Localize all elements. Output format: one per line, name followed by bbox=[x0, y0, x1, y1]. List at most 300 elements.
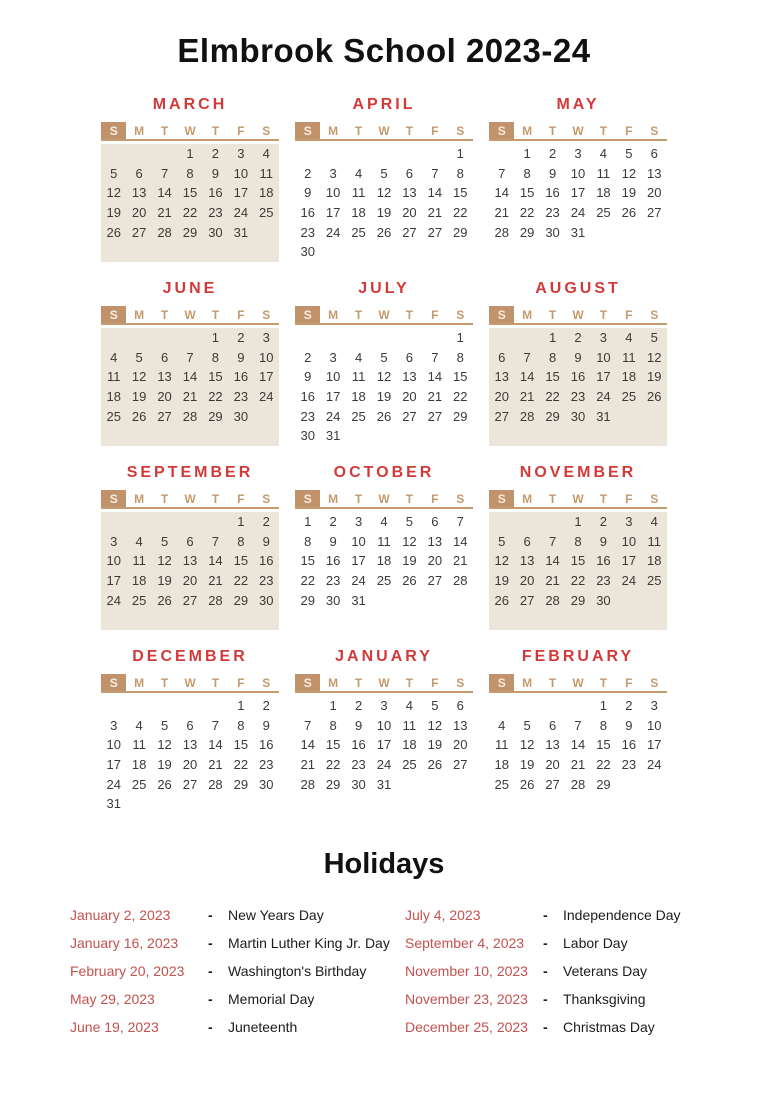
date-cell: 23 bbox=[208, 205, 223, 221]
date-cell: 19 bbox=[427, 737, 443, 753]
date-cell: 9 bbox=[304, 369, 312, 385]
month-december bbox=[101, 648, 279, 814]
empty-cell bbox=[320, 242, 345, 262]
date-cell: 25 bbox=[106, 408, 121, 424]
empty-cell bbox=[642, 242, 667, 262]
date-cell: 9 bbox=[329, 533, 337, 549]
date-cell: 1 bbox=[211, 330, 220, 346]
empty-cell bbox=[489, 794, 514, 814]
date-cell: 8 bbox=[574, 533, 582, 549]
date-cell: 15 bbox=[208, 369, 223, 385]
holiday-date: January 2, 2023 bbox=[70, 907, 171, 923]
date-cell: 18 bbox=[596, 185, 611, 201]
empty-cell bbox=[203, 512, 228, 532]
day-header-row bbox=[295, 674, 473, 693]
date-cell: 5 bbox=[650, 330, 658, 346]
empty-cell bbox=[228, 426, 253, 446]
day-header-cell: T bbox=[354, 123, 363, 138]
day-header-cell: T bbox=[405, 675, 414, 690]
empty-cell bbox=[228, 610, 253, 630]
date-cell: 13 bbox=[402, 369, 417, 385]
date-cell: 29 bbox=[596, 776, 611, 792]
date-cell: 16 bbox=[300, 389, 315, 405]
date-cell: 5 bbox=[160, 533, 169, 549]
date-cell: 30 bbox=[325, 592, 341, 608]
day-header-row bbox=[295, 490, 473, 509]
date-cell: 31 bbox=[376, 776, 392, 792]
date-cell: 21 bbox=[519, 389, 535, 405]
date-cell: 21 bbox=[208, 573, 223, 589]
date-cell: 18 bbox=[351, 205, 366, 221]
day-header-cell: T bbox=[548, 307, 557, 322]
date-cell: 31 bbox=[233, 224, 249, 240]
date-cell: 27 bbox=[545, 776, 560, 792]
date-cell: 1 bbox=[186, 146, 194, 162]
date-cell: 15 bbox=[453, 369, 468, 385]
date-cell: 1 bbox=[237, 698, 245, 714]
holiday-separator: - bbox=[208, 963, 213, 979]
date-cell: 1 bbox=[304, 514, 312, 530]
date-cell: 29 bbox=[570, 592, 586, 608]
date-cell: 19 bbox=[519, 757, 535, 773]
empty-cell bbox=[295, 144, 320, 164]
day-header-cell: S bbox=[456, 675, 465, 690]
empty-cell bbox=[295, 328, 320, 348]
date-cell: 12 bbox=[519, 737, 535, 753]
date-cell: 3 bbox=[262, 330, 270, 346]
date-cell: 21 bbox=[157, 205, 172, 221]
date-cell: 28 bbox=[208, 776, 223, 792]
date-cell: 14 bbox=[208, 553, 223, 569]
empty-cell bbox=[642, 222, 667, 242]
date-cell: 14 bbox=[208, 737, 223, 753]
date-cell: 23 bbox=[233, 389, 249, 405]
holiday-separator: - bbox=[208, 991, 213, 1007]
empty-cell bbox=[616, 610, 641, 630]
day-header-cell: S bbox=[262, 123, 271, 138]
date-cell: 26 bbox=[157, 776, 172, 792]
date-cell: 29 bbox=[300, 592, 315, 608]
date-cell: 10 bbox=[106, 553, 121, 569]
date-cell: 14 bbox=[570, 737, 586, 753]
day-header-cell: T bbox=[599, 123, 608, 138]
date-cell: 28 bbox=[570, 776, 586, 792]
empty-cell bbox=[346, 328, 371, 348]
date-cell: 1 bbox=[456, 330, 464, 346]
dates-grid bbox=[489, 512, 667, 630]
holidays-list bbox=[70, 901, 745, 1041]
date-cell: 26 bbox=[402, 573, 417, 589]
date-cell: 26 bbox=[106, 224, 121, 240]
empty-cell bbox=[101, 328, 126, 348]
date-cell: 23 bbox=[570, 389, 586, 405]
date-cell: 30 bbox=[351, 776, 366, 792]
day-header-cell: T bbox=[354, 307, 363, 322]
day-header-cell: M bbox=[134, 123, 145, 138]
empty-cell bbox=[489, 512, 514, 532]
date-cell: 21 bbox=[494, 205, 509, 221]
empty-cell bbox=[489, 144, 514, 164]
date-cell: 11 bbox=[377, 533, 391, 549]
date-cell: 26 bbox=[519, 776, 535, 792]
calendar-page bbox=[0, 32, 768, 1041]
month-title: JANUARY bbox=[335, 648, 433, 665]
empty-cell bbox=[489, 328, 514, 348]
date-cell: 20 bbox=[182, 573, 198, 589]
holiday-date: January 16, 2023 bbox=[70, 935, 179, 951]
date-cell: 19 bbox=[494, 573, 509, 589]
date-cell: 8 bbox=[456, 165, 464, 181]
day-header-cell: F bbox=[625, 491, 633, 506]
date-cell: 28 bbox=[300, 776, 315, 792]
empty-cell bbox=[177, 426, 202, 446]
date-cell: 2 bbox=[211, 146, 220, 162]
date-cell: 15 bbox=[325, 737, 341, 753]
empty-cell bbox=[254, 222, 279, 242]
day-header-cell: S bbox=[650, 675, 659, 690]
empty-cell bbox=[152, 242, 177, 262]
date-cell: 24 bbox=[647, 757, 662, 773]
date-cell: 23 bbox=[259, 757, 274, 773]
holiday-name: Memorial Day bbox=[228, 991, 315, 1007]
month-title: AUGUST bbox=[535, 280, 621, 297]
date-cell: 25 bbox=[376, 573, 392, 589]
date-cell: 3 bbox=[329, 349, 337, 365]
empty-cell bbox=[152, 426, 177, 446]
day-header-cell: S bbox=[650, 123, 659, 138]
empty-cell bbox=[642, 774, 667, 794]
empty-cell bbox=[565, 794, 590, 814]
empty-cell bbox=[565, 696, 590, 716]
empty-cell bbox=[514, 794, 539, 814]
day-header-cell: F bbox=[237, 307, 245, 322]
empty-cell bbox=[371, 590, 396, 610]
holidays-column-right bbox=[405, 901, 745, 1041]
date-cell: 2 bbox=[354, 698, 363, 714]
date-cell: 13 bbox=[131, 185, 147, 201]
date-cell: 8 bbox=[304, 533, 312, 549]
date-cell: 12 bbox=[131, 369, 147, 385]
date-cell: 18 bbox=[376, 553, 392, 569]
empty-cell bbox=[152, 610, 177, 630]
day-header-cell: T bbox=[160, 491, 169, 506]
date-cell: 24 bbox=[325, 224, 341, 240]
empty-cell bbox=[203, 696, 228, 716]
month-march bbox=[101, 96, 279, 262]
date-cell: 20 bbox=[157, 389, 172, 405]
date-cell: 4 bbox=[135, 717, 143, 733]
empty-cell bbox=[565, 610, 590, 630]
date-cell: 3 bbox=[237, 146, 245, 162]
day-header-cell: T bbox=[160, 123, 169, 138]
holiday-row bbox=[405, 985, 745, 1013]
empty-cell bbox=[422, 794, 447, 814]
date-cell: 5 bbox=[405, 514, 414, 530]
day-header-cell: M bbox=[134, 491, 145, 506]
day-header-cell: M bbox=[328, 123, 339, 138]
date-cell: 4 bbox=[354, 349, 363, 365]
date-cell: 29 bbox=[325, 776, 341, 792]
date-cell: 13 bbox=[494, 369, 509, 385]
date-cell: 29 bbox=[233, 776, 249, 792]
day-header-sunday: S bbox=[489, 306, 514, 323]
day-header-sunday: S bbox=[101, 674, 126, 691]
date-cell: 7 bbox=[456, 514, 464, 530]
holiday-name: Martin Luther King Jr. Day bbox=[228, 935, 390, 951]
date-cell: 11 bbox=[351, 369, 366, 385]
holiday-row bbox=[70, 957, 405, 985]
date-cell: 4 bbox=[650, 514, 658, 530]
date-cell: 6 bbox=[431, 514, 439, 530]
empty-cell bbox=[254, 610, 279, 630]
date-cell: 30 bbox=[300, 428, 315, 444]
day-header-row bbox=[489, 674, 667, 693]
month-title: MAY bbox=[556, 96, 600, 113]
empty-cell bbox=[203, 794, 228, 814]
date-cell: 12 bbox=[402, 533, 417, 549]
date-cell: 17 bbox=[596, 369, 611, 385]
date-cell: 10 bbox=[233, 165, 249, 181]
empty-cell bbox=[448, 426, 473, 446]
empty-cell bbox=[126, 794, 151, 814]
day-header-sunday: S bbox=[295, 122, 320, 139]
empty-cell bbox=[565, 426, 590, 446]
date-cell: 5 bbox=[498, 533, 506, 549]
empty-cell bbox=[514, 242, 539, 262]
date-cell: 6 bbox=[523, 533, 531, 549]
day-header-cell: W bbox=[572, 307, 584, 322]
date-cell: 27 bbox=[494, 408, 509, 424]
date-cell: 25 bbox=[351, 408, 366, 424]
date-cell: 30 bbox=[259, 592, 274, 608]
day-header-row bbox=[101, 674, 279, 693]
date-cell: 7 bbox=[498, 165, 506, 181]
date-cell: 24 bbox=[621, 573, 637, 589]
date-cell: 22 bbox=[325, 757, 341, 773]
date-cell: 31 bbox=[106, 796, 121, 812]
empty-cell bbox=[616, 222, 641, 242]
date-cell: 26 bbox=[157, 592, 172, 608]
date-cell: 22 bbox=[208, 389, 223, 405]
day-header-cell: S bbox=[456, 123, 465, 138]
month-february bbox=[489, 648, 667, 814]
day-header-cell: W bbox=[378, 675, 390, 690]
date-cell: 16 bbox=[259, 737, 274, 753]
date-cell: 10 bbox=[106, 737, 121, 753]
date-cell: 10 bbox=[570, 165, 586, 181]
date-cell: 4 bbox=[498, 717, 506, 733]
date-cell: 18 bbox=[106, 389, 121, 405]
date-cell: 9 bbox=[354, 717, 363, 733]
empty-cell bbox=[540, 794, 565, 814]
dates-grid bbox=[101, 512, 279, 630]
date-cell: 13 bbox=[647, 165, 662, 181]
date-cell: 15 bbox=[233, 553, 249, 569]
date-cell: 16 bbox=[596, 553, 611, 569]
empty-cell bbox=[320, 328, 345, 348]
date-cell: 2 bbox=[625, 698, 633, 714]
day-header-cell: T bbox=[211, 491, 220, 506]
day-header-row bbox=[489, 122, 667, 141]
date-cell: 23 bbox=[596, 573, 611, 589]
date-cell: 28 bbox=[157, 224, 172, 240]
empty-cell bbox=[540, 426, 565, 446]
date-cell: 10 bbox=[351, 533, 366, 549]
holidays-heading: Holidays bbox=[323, 848, 445, 880]
date-cell: 20 bbox=[545, 757, 560, 773]
empty-cell bbox=[126, 242, 151, 262]
date-cell: 5 bbox=[135, 349, 143, 365]
empty-cell bbox=[320, 610, 345, 630]
date-cell: 25 bbox=[402, 757, 417, 773]
date-cell: 11 bbox=[132, 553, 146, 569]
day-header-row bbox=[101, 306, 279, 325]
day-header-cell: M bbox=[522, 675, 533, 690]
empty-cell bbox=[397, 794, 422, 814]
date-cell: 13 bbox=[427, 533, 443, 549]
empty-cell bbox=[422, 242, 447, 262]
date-cell: 1 bbox=[237, 514, 245, 530]
date-cell: 25 bbox=[494, 776, 509, 792]
day-header-cell: M bbox=[522, 491, 533, 506]
empty-cell bbox=[371, 610, 396, 630]
empty-cell bbox=[591, 794, 616, 814]
empty-cell bbox=[320, 794, 345, 814]
date-cell: 11 bbox=[259, 165, 274, 181]
date-cell: 27 bbox=[182, 776, 198, 792]
date-cell: 16 bbox=[325, 553, 341, 569]
date-cell: 27 bbox=[453, 757, 468, 773]
date-cell: 23 bbox=[300, 408, 315, 424]
empty-cell bbox=[254, 426, 279, 446]
empty-cell bbox=[152, 512, 177, 532]
date-cell: 23 bbox=[621, 757, 637, 773]
date-cell: 22 bbox=[453, 205, 468, 221]
holiday-name: Labor Day bbox=[563, 935, 628, 951]
empty-cell bbox=[203, 242, 228, 262]
date-cell: 28 bbox=[182, 408, 198, 424]
day-header-sunday: S bbox=[101, 490, 126, 507]
day-header-cell: T bbox=[211, 123, 220, 138]
date-cell: 21 bbox=[427, 389, 443, 405]
date-cell: 23 bbox=[351, 757, 366, 773]
date-cell: 1 bbox=[523, 146, 531, 162]
empty-cell bbox=[514, 512, 539, 532]
day-header-cell: W bbox=[378, 491, 390, 506]
day-header-cell: M bbox=[522, 123, 533, 138]
date-cell: 10 bbox=[325, 369, 341, 385]
empty-cell bbox=[101, 242, 126, 262]
date-cell: 12 bbox=[106, 185, 121, 201]
date-cell: 7 bbox=[523, 349, 531, 365]
empty-cell bbox=[397, 242, 422, 262]
date-cell: 17 bbox=[325, 205, 341, 221]
date-cell: 1 bbox=[548, 330, 557, 346]
date-cell: 3 bbox=[380, 698, 388, 714]
date-cell: 22 bbox=[519, 205, 535, 221]
holidays-column-left bbox=[70, 901, 405, 1041]
date-cell: 23 bbox=[545, 205, 560, 221]
day-header-row bbox=[101, 490, 279, 509]
day-header-cell: T bbox=[354, 491, 363, 506]
date-cell: 26 bbox=[427, 757, 443, 773]
empty-cell bbox=[591, 222, 616, 242]
date-cell: 17 bbox=[106, 573, 121, 589]
day-header-sunday: S bbox=[101, 122, 126, 139]
empty-cell bbox=[152, 144, 177, 164]
date-cell: 6 bbox=[135, 165, 143, 181]
date-cell: 26 bbox=[376, 408, 392, 424]
date-cell: 4 bbox=[135, 533, 143, 549]
empty-cell bbox=[616, 406, 641, 426]
day-header-cell: T bbox=[599, 491, 608, 506]
empty-cell bbox=[514, 610, 539, 630]
date-cell: 29 bbox=[233, 592, 249, 608]
empty-cell bbox=[254, 794, 279, 814]
date-cell: 30 bbox=[300, 244, 315, 260]
empty-cell bbox=[565, 242, 590, 262]
date-cell: 12 bbox=[157, 737, 172, 753]
day-header-cell: W bbox=[572, 675, 584, 690]
day-header-sunday: S bbox=[489, 674, 514, 691]
date-cell: 22 bbox=[545, 389, 560, 405]
empty-cell bbox=[126, 512, 151, 532]
date-cell: 16 bbox=[233, 369, 249, 385]
date-cell: 25 bbox=[259, 205, 274, 221]
date-cell: 29 bbox=[182, 224, 198, 240]
empty-cell bbox=[540, 610, 565, 630]
day-header-cell: T bbox=[548, 123, 557, 138]
date-cell: 23 bbox=[300, 224, 315, 240]
day-header-cell: T bbox=[405, 307, 414, 322]
empty-cell bbox=[397, 610, 422, 630]
date-cell: 5 bbox=[380, 165, 388, 181]
empty-cell bbox=[371, 426, 396, 446]
date-cell: 7 bbox=[304, 717, 312, 733]
month-august bbox=[489, 280, 667, 446]
date-cell: 5 bbox=[160, 717, 169, 733]
holiday-row bbox=[70, 901, 405, 929]
holiday-separator: - bbox=[208, 907, 213, 923]
dates-grid bbox=[295, 512, 473, 630]
date-cell: 1 bbox=[456, 146, 464, 162]
empty-cell bbox=[540, 242, 565, 262]
empty-cell bbox=[346, 794, 371, 814]
month-title: JUNE bbox=[162, 280, 218, 297]
date-cell: 28 bbox=[545, 592, 560, 608]
holiday-separator: - bbox=[543, 991, 548, 1007]
date-cell: 20 bbox=[647, 185, 662, 201]
date-cell: 19 bbox=[157, 757, 172, 773]
date-cell: 23 bbox=[325, 573, 341, 589]
empty-cell bbox=[126, 144, 151, 164]
empty-cell bbox=[489, 426, 514, 446]
empty-cell bbox=[591, 610, 616, 630]
date-cell: 4 bbox=[380, 514, 388, 530]
month-january bbox=[295, 648, 473, 814]
empty-cell bbox=[203, 426, 228, 446]
date-cell: 14 bbox=[300, 737, 315, 753]
holiday-date: November 23, 2023 bbox=[405, 991, 528, 1007]
date-cell: 7 bbox=[211, 533, 220, 549]
date-cell: 28 bbox=[519, 408, 535, 424]
date-cell: 7 bbox=[431, 349, 439, 365]
date-cell: 8 bbox=[599, 717, 608, 733]
date-cell: 4 bbox=[405, 698, 414, 714]
day-header-cell: W bbox=[572, 123, 584, 138]
date-cell: 22 bbox=[300, 573, 315, 589]
month-may bbox=[489, 96, 667, 262]
